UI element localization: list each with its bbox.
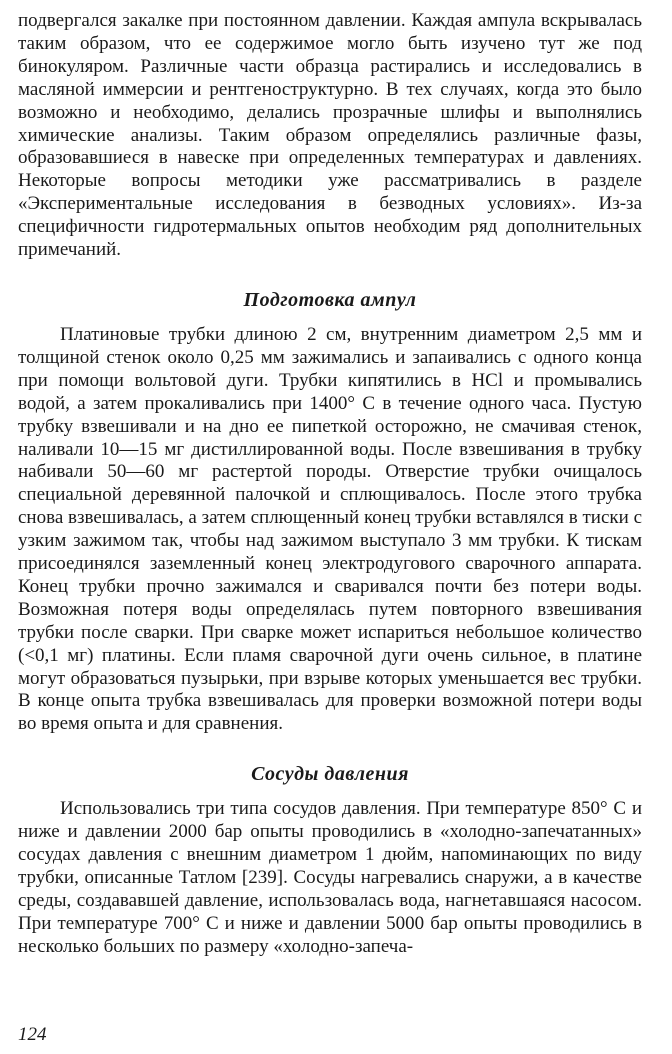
body-paragraph-2: Платиновые трубки длиною 2 см, внутренним диаметром 2,5 мм и толщиной стенок около 0,25 мм зажимались и запаивались с одного конца при помощи вольтовой дуги. Трубки кипятились в HCl и промывались водой, а затем прокаливались при 1400° C в течение одного часа. Пустую трубку взвешивали и на дно ее пипеткой осторожно, не смачивая стенок, наливали 10—15 мг дистиллированной воды. После взвешивания в трубку набивали 50—60 мг растертой породы. Отверстие трубки очищалось специальной деревянной палочкой и сплющивалось. После этого трубка снова взвешивалась, а затем сплющенный конец трубки вставлялся в тиски с узким зажимом так, чтобы над зажимом выступало 3 мм трубки. К тискам присоединялся заземленный конец электродугового сварочного аппарата. Конец трубки прочно зажимался и сваривался почти без потери воды. Возможная потеря воды определялась путем повторного взвешивания трубки после сварки. При сварке может испариться небольшое количество (<0,1 мг) платины. Если пламя сварочной дуги очень сильное, в платине могут образоваться пузырьки, при взрыве которых уменьшается вес трубки. В конце опыта трубка взвешивалась для проверки возможной потери воды во время опыта и для сравнения.	[18, 323, 642, 735]
body-paragraph-3: Использовались три типа сосудов давления. При температуре 850° C и ниже и давлении 2000 бар опыты проводились в «холодно-запечатанных» сосудах давления с внешним диаметром 1 дюйм, напоминающих по виду трубки, описанные Татлом [239]. Сосуды нагревались снаружи, а в качестве среды, создававшей давление, использовалась вода, нагнетавшаяся насосом. При температуре 700° C и ниже и давлении 5000 бар опыты проводились в несколько больших по размеру «холодно-запеча-	[18, 798, 642, 957]
body-paragraph-1: подвергался закалке при постоянном давлении. Каждая ампула вскрывалась таким образом, что ее содержимое могло быть изучено тут же под бинокуляром. Различные части образца растирались и исследовались в масляной иммерсии и рентгеноструктурно. В тех случаях, когда это было возможно и необходимо, делались прозрачные шлифы и выполнялись химические анализы. Таким образом определялись различные фазы, образовавшиеся в навеске при определенных температурах и давлениях. Некоторые вопросы методики уже рассматривались в разделе «Экспериментальные исследования в безводных условиях». Из-за специфичности гидротермальных опытов необходим ряд дополнительных примечаний.	[18, 10, 642, 261]
page-number: 124	[18, 1024, 47, 1045]
document-page	[18, 10, 642, 959]
section-heading-ampoule-preparation: Подготовка ампул	[243, 288, 417, 311]
section-heading-pressure-vessels: Сосуды давления	[251, 763, 409, 786]
